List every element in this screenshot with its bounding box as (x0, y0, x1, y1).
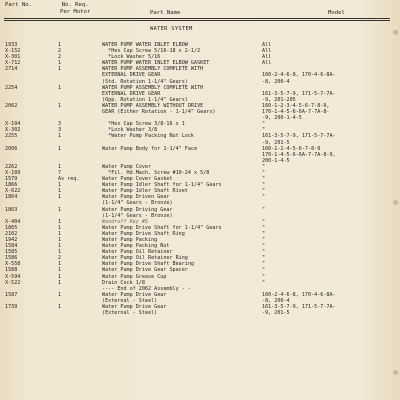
part-name: Water Pump Driving Gear (102, 206, 173, 213)
model: 160-2-4-6-8, 170-4-6-8A- (262, 291, 336, 298)
model: " (262, 237, 266, 243)
model: -9, 201-205 (262, 96, 296, 103)
part-name: Water Pump Oil Retainer (102, 249, 173, 256)
part-name: (Std. Rotation 1-1/4" Gears) (102, 78, 188, 85)
part-name: *Hex Cap Screw 3/8-16 x 1 (102, 121, 185, 128)
table-row (0, 310, 400, 316)
quantity: 1 (58, 60, 62, 67)
part-number: 2262 (5, 163, 18, 170)
quantity: 1 (58, 66, 62, 73)
quantity: 1 (58, 261, 62, 268)
part-number: 1864 (5, 194, 18, 201)
part-number: 1942 (5, 237, 18, 243)
part-number: 1584 (5, 243, 18, 250)
part-name: Water Pump Drive Shaft for 1-1/4" Gears (102, 224, 222, 231)
model: " (262, 188, 266, 195)
quantity: 1 (58, 163, 62, 170)
part-number: 1933 (5, 42, 18, 48)
header-rule-top (4, 18, 390, 19)
part-name: *Water Pump Packing Nut Lock (102, 133, 195, 140)
part-name: Water Pump Body for 1-1/4" Face (102, 145, 198, 152)
part-name: *Lock Washer 5/16 (102, 54, 161, 61)
model: 200-1-4-5 (262, 157, 290, 164)
quantity: 1 (58, 279, 62, 286)
quantity: 1 (58, 182, 62, 189)
part-name: (Opp. Rotation 1-1/4" Gears) (102, 96, 188, 103)
header-no-req (60, 2, 90, 15)
model: All (262, 42, 272, 48)
quantity: 1 (58, 133, 62, 140)
part-number: X-301 (5, 54, 21, 61)
binder-holes (392, 0, 400, 400)
part-number: X-622 (5, 188, 21, 195)
part-name: ---- End of 2062 Assembly - - (102, 285, 191, 292)
part-name: Water Pump Driven Gear (102, 194, 170, 201)
part-name: EXTERNAL DRIVE GEAR (102, 90, 161, 97)
model: " (262, 224, 266, 231)
part-number: X-152 (5, 48, 21, 55)
model: " (262, 121, 266, 128)
header-rule-bottom (4, 20, 390, 21)
model: " (262, 273, 266, 280)
quantity: 3 (58, 121, 62, 128)
part-name: Water Pump Packing Nut (102, 243, 170, 250)
parts-table (0, 42, 400, 316)
quantity: 1 (58, 42, 62, 48)
part-number: X-109 (5, 169, 21, 176)
header-no-req-line1: No. Req. (61, 2, 89, 8)
part-name: Water Pump Cover (102, 163, 152, 170)
quantity: 2 (58, 48, 62, 55)
quantity: 1 (58, 267, 62, 274)
quantity: 3 (58, 127, 62, 134)
quantity: 1 (58, 224, 62, 231)
model: 160-1-2-4-5-6-7-8-9 (262, 145, 321, 152)
model: 161-3-5-7-9, 171-5-7-7A- (262, 90, 336, 97)
header-model: Model (328, 10, 345, 16)
model: " (262, 267, 266, 274)
part-number: 1586 (5, 255, 18, 262)
part-number: X-594 (5, 273, 21, 280)
model: " (262, 255, 266, 262)
part-number: 2102 (5, 230, 18, 237)
quantity: 1 (58, 291, 62, 298)
model: -8, 200-4 (262, 78, 290, 85)
part-name: Water Pump Drive Shaft Bearing (102, 261, 195, 268)
part-name: Water Pump Drive Shaft Ring (102, 230, 185, 237)
quantity: 1 (58, 304, 62, 311)
quantity: 2 (58, 255, 62, 262)
section-title: WATER SYSTEM (150, 26, 193, 32)
part-name: *Lock Washer 3/8 (102, 127, 158, 134)
model: " (262, 261, 266, 268)
part-name: WATER PUMP WATER INLET ELBOW (102, 42, 188, 48)
quantity: 1 (58, 102, 62, 109)
model: " (262, 127, 266, 134)
header-no-req-line2: Per Motor (60, 8, 91, 15)
part-number: X-104 (5, 121, 21, 128)
part-number: X-712 (5, 60, 21, 67)
model: " (262, 249, 266, 256)
part-name: (1-1/4" Gears - Bronze) (102, 200, 173, 207)
part-name: *Hex Cap Screw 5/16-18 x 2-1/2 (102, 48, 201, 55)
quantity: 1 (58, 218, 62, 225)
part-number: X-522 (5, 279, 21, 286)
part-name: Water Pump Drive Gear Spacer (102, 267, 188, 274)
part-name: Woodruff Key #5 (102, 218, 149, 225)
model: " (262, 169, 266, 176)
part-number: 2062 (5, 102, 18, 109)
part-name: Water Pump Idler Shaft for 1-1/4" Gears (102, 182, 222, 189)
model: All (262, 60, 272, 67)
part-number: 1587 (5, 291, 18, 298)
part-name: Water Pump Oil Retainer Ring (102, 255, 188, 262)
part-number: 1866 (5, 182, 18, 189)
part-number: 1588 (5, 267, 18, 274)
model: " (262, 243, 266, 250)
model: " (262, 163, 266, 170)
part-name: GEAR (Either Rotation - 1-1/4" Gears) (102, 109, 216, 116)
model: " (262, 182, 266, 189)
binder-hole (393, 200, 398, 205)
binder-hole (393, 30, 398, 35)
part-name: Water Pump Drive Gear (102, 291, 167, 298)
header-part-no: Part No. (5, 2, 32, 8)
model: -9, 201-5 (262, 139, 290, 146)
part-name: WATER PUMP WATER INLET ELBOW GASKET (102, 60, 210, 67)
quantity: 1 (58, 249, 62, 256)
part-number: 1579 (5, 176, 18, 183)
quantity: As req. (58, 176, 80, 183)
part-name: Water Pump Idler Shaft Rivet (102, 188, 188, 195)
model: " (262, 176, 266, 183)
quantity: 2 (58, 54, 62, 61)
part-number: 1865 (5, 224, 18, 231)
model: -8, 200-4 (262, 297, 290, 304)
part-name: (External - Steel) (102, 297, 158, 304)
model: " (262, 218, 266, 225)
part-number: 1585 (5, 249, 18, 256)
part-number: 2255 (5, 133, 18, 140)
part-number: X-302 (5, 127, 21, 134)
model: 160-2-4-6-8, 170-4-6-8A- (262, 72, 336, 79)
model: 161-3-5-7-9, 171-5-7-7A- (262, 304, 336, 311)
part-name: Water Pump Drive Gear (102, 304, 167, 311)
model: " (262, 194, 266, 201)
part-number: 1739 (5, 304, 18, 311)
quantity: 1 (58, 188, 62, 195)
part-name: Drain Cock 1/8 (102, 279, 145, 286)
quantity: 1 (58, 230, 62, 237)
model: -9, 201-5 (262, 310, 290, 317)
part-number: 1863 (5, 206, 18, 213)
part-name: *Fil. Hd.Mach. Screw #10-24 x 5/8 (102, 169, 210, 176)
quantity: 7 (58, 169, 62, 176)
part-name: Water Pump Cover Gasket (102, 176, 173, 183)
model: All (262, 48, 272, 55)
quantity: 1 (58, 206, 62, 213)
part-name: (1-1/4" Gears - Bronze) (102, 212, 173, 219)
part-name: Water Pump Packing (102, 237, 158, 243)
quantity: 1 (58, 145, 62, 152)
part-number: 2254 (5, 84, 18, 91)
model: 160-1-2-3-4-5-6-7-8-9, (262, 102, 330, 109)
part-name: Water Pump Grease Cup (102, 273, 167, 280)
part-name: (External - Steel) (102, 310, 158, 317)
quantity: 1 (58, 243, 62, 250)
part-name: WATER PUMP ASSEMBLY WITHOUT DRIVE (102, 102, 204, 109)
quantity: 1 (58, 237, 62, 243)
model: All (262, 54, 272, 61)
part-name: WATER PUMP ASSEMBLY COMPLETE WITH (102, 66, 204, 73)
model: " (262, 206, 266, 213)
model: " (262, 230, 266, 237)
quantity: 1 (58, 194, 62, 201)
part-number: 2714 (5, 66, 18, 73)
part-number: X-558 (5, 261, 21, 268)
model: -9, 200-1-4-5 (262, 115, 302, 122)
header-part-name: Part Name (150, 10, 181, 16)
quantity: 1 (58, 273, 62, 280)
model: 161-3-5-7-9, 171-5-7-7A- (262, 133, 336, 140)
model: 170-1-4-5-6-6A-7-7A-8- (262, 109, 330, 116)
binder-hole (393, 370, 398, 375)
quantity: 1 (58, 84, 62, 91)
part-number: 2006 (5, 145, 18, 152)
part-name: WATER PUMP ASSEMBLY COMPLETE WITH (102, 84, 204, 91)
model: 170-1-4-5-6-6A-7-7A-8-9, (262, 151, 336, 158)
part-number: X-404 (5, 218, 21, 225)
model: " (262, 279, 266, 286)
part-name: EXTERNAL DRIVE GEAR (102, 72, 161, 79)
